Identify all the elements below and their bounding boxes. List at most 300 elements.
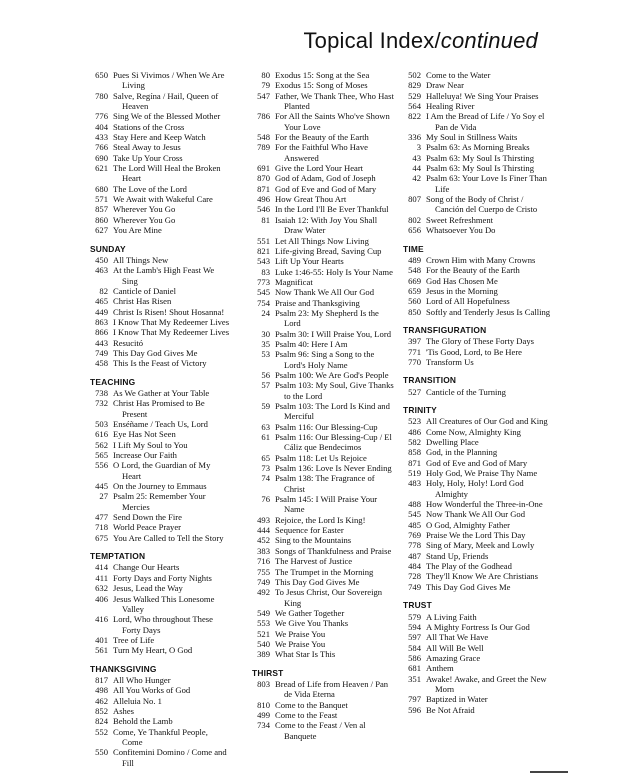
index-entry — [90, 419, 230, 429]
hymn-title: Wherever You Go — [113, 214, 176, 225]
hymn-title: You Are Called to Tell the Story — [113, 532, 224, 543]
hymn-title: For All the Saints Who've Shown Your Love — [275, 111, 390, 132]
hymn-number: 656 — [408, 225, 421, 236]
hymn-title: What Star Is This — [275, 649, 336, 660]
hymn-number: 414 — [95, 562, 108, 573]
index-entry — [403, 612, 551, 622]
hymn-number: 749 — [95, 347, 108, 358]
hymn-number: 621 — [95, 163, 108, 174]
index-entry — [90, 348, 230, 358]
hymn-number: 817 — [95, 674, 108, 685]
hymn-title: Rejoice, the Lord Is King! — [275, 514, 366, 525]
index-entry — [403, 101, 551, 111]
hymn-title: Psalm 118: Let Us Rejoice — [275, 452, 367, 463]
hymn-title: Anthem — [426, 663, 454, 674]
hymn-title: Increase Our Faith — [113, 450, 177, 461]
hymn-number: 755 — [257, 566, 270, 577]
hymn-title: The Trumpet in the Morning — [275, 566, 374, 577]
hymn-number: 548 — [408, 265, 421, 276]
hymn-number: 732 — [95, 398, 108, 409]
index-entry — [403, 447, 551, 457]
hymn-number: 822 — [408, 111, 421, 122]
hymn-title: As We Gather at Your Table — [113, 387, 210, 398]
hymn-number: 749 — [408, 581, 421, 592]
index-entry — [90, 398, 230, 419]
hymn-title: Jesus, Lead the Way — [113, 583, 183, 594]
hymn-number: 80 — [261, 70, 270, 80]
index-entry — [403, 622, 551, 632]
index-entry — [403, 416, 551, 426]
hymn-title: Awake! Awake, and Greet the New Morn — [426, 673, 547, 694]
hymn-title: How Great Thou Art — [275, 194, 347, 205]
hymn-title: The Glory of These Forty Days — [426, 336, 534, 347]
hymn-number: 627 — [95, 225, 108, 236]
hymn-number: 571 — [95, 194, 108, 205]
hymn-title: On the Journey to Emmaus — [113, 481, 207, 492]
index-column-3 — [403, 70, 551, 715]
hymn-number: 616 — [95, 429, 108, 440]
index-entry — [403, 255, 551, 265]
hymn-number: 496 — [257, 194, 270, 205]
hymn-number: 821 — [257, 245, 270, 256]
hymn-number: 499 — [257, 709, 270, 720]
index-entry — [252, 267, 394, 277]
hymn-title: For the Beauty of the Earth — [426, 265, 520, 276]
hymn-number: 529 — [408, 90, 421, 101]
hymn-number: 769 — [408, 530, 421, 541]
hymn-title: Isaiah 12: With Joy You Shall Draw Water — [275, 214, 378, 236]
index-entry — [403, 674, 551, 695]
hymn-title: I Lift My Soul to You — [113, 439, 188, 450]
index-entry — [403, 663, 551, 673]
hymn-title: For the Faithful Who Have Answered — [275, 142, 368, 163]
index-entry — [90, 317, 230, 327]
hymn-title: We Await with Wakeful Care — [113, 194, 213, 205]
hymn-title: Let All Things Now Living — [275, 235, 369, 246]
index-entry — [403, 478, 551, 499]
hymn-number: 807 — [408, 194, 421, 205]
index-entry — [90, 122, 230, 132]
hymn-number: 521 — [257, 628, 270, 639]
index-entry — [252, 546, 394, 556]
topic-heading: TRANSFIGURATION — [403, 324, 487, 335]
index-entry — [90, 163, 230, 184]
hymn-number: 650 — [95, 70, 108, 80]
index-entry — [403, 276, 551, 286]
index-entry — [252, 380, 394, 401]
hymn-title: Halleluya! We Sing Your Praises — [426, 90, 539, 101]
hymn-title: The Love of the Lord — [113, 183, 187, 194]
index-entry — [252, 215, 394, 236]
hymn-title: Lift Up Your Hearts — [275, 256, 344, 267]
hymn-title: Psalm 136: Love Is Never Ending — [275, 463, 392, 474]
index-entry — [252, 515, 394, 525]
hymn-title: God, in the Planning — [426, 447, 498, 458]
hymn-number: 449 — [95, 306, 108, 317]
index-entry — [90, 429, 230, 439]
hymn-number: 870 — [257, 173, 270, 184]
index-entry — [90, 307, 230, 317]
hymn-number: 852 — [95, 705, 108, 716]
hymn-title: Ashes — [113, 705, 135, 716]
hymn-title: Behold the Lamb — [113, 716, 173, 727]
hymn-title: Pues Si Vivimos / When We Are Living — [113, 70, 225, 91]
index-entry — [252, 608, 394, 618]
hymn-number: 76 — [261, 494, 270, 505]
hymn-number: 632 — [95, 583, 108, 594]
topic-heading: TEMPTATION — [90, 551, 146, 562]
hymn-number: 776 — [95, 111, 108, 122]
hymn-title: My Soul in Stillness Waits — [426, 132, 518, 143]
index-entry — [252, 463, 394, 473]
hymn-title: Psalm 63: My Soul Is Thirsting — [426, 163, 534, 174]
index-entry — [252, 649, 394, 659]
hymn-number: 56 — [261, 369, 270, 380]
hymn-title: For the Beauty of the Earth — [275, 132, 369, 143]
hymn-number: 734 — [257, 720, 270, 731]
hymn-title: Confitemini Domino / Come and Fill — [113, 747, 227, 768]
hymn-number: 659 — [408, 285, 421, 296]
topic-heading: THIRST — [252, 667, 284, 678]
hymn-number: 383 — [257, 545, 270, 556]
index-entry — [252, 246, 394, 256]
hymn-title: Father, We Thank Thee, Who Hast Planted — [275, 90, 394, 112]
index-entry — [90, 204, 230, 214]
hymn-number: 718 — [95, 522, 108, 533]
hymn-number: 680 — [95, 183, 108, 194]
index-entry — [252, 70, 394, 80]
hymn-number: 43 — [412, 152, 421, 163]
hymn-title: This Day God Gives Me — [113, 347, 198, 358]
topic-heading: TRINITY — [403, 404, 437, 415]
hymn-number: 582 — [408, 437, 421, 447]
hymn-title: The Lord Will Heal the Broken Heart — [113, 163, 221, 184]
hymn-title: Christ Has Risen — [113, 296, 172, 307]
index-entry — [403, 653, 551, 663]
topic-heading: TEACHING — [90, 376, 136, 387]
index-entry — [403, 142, 551, 152]
hymn-title: Psalm 30: I Will Praise You, Lord — [275, 328, 391, 339]
hymn-number: 871 — [257, 183, 270, 194]
hymn-title: Christ Is Risen! Shout Hosanna! — [113, 306, 225, 317]
hymn-title: A Mighty Fortress Is Our God — [426, 621, 530, 632]
index-entry — [252, 111, 394, 132]
hymn-number: 401 — [95, 634, 108, 645]
hymn-title: This Is the Feast of Victory — [113, 358, 207, 369]
hymn-number: 871 — [408, 457, 421, 468]
hymn-number: 450 — [95, 254, 108, 265]
hymn-title: Enséñame / Teach Us, Lord — [113, 419, 208, 429]
index-entry — [90, 184, 230, 194]
index-entry — [90, 296, 230, 306]
hymn-title: 'Tis Good, Lord, to Be Here — [426, 346, 522, 357]
hymn-title: Holy God, We Praise Thy Name — [426, 468, 538, 479]
hymn-title: All Creatures of Our God and King — [426, 416, 548, 427]
hymn-title: Songs of Thankfulness and Praise — [275, 545, 392, 556]
index-entry — [403, 694, 551, 704]
index-column-2 — [252, 70, 394, 741]
hymn-number: 770 — [408, 356, 421, 367]
index-entry — [403, 111, 551, 132]
hymn-title: Sequence for Easter — [275, 525, 344, 536]
index-entry — [90, 491, 230, 512]
index-entry — [90, 645, 230, 655]
hymn-title: Change Our Hearts — [113, 562, 180, 573]
index-entry — [252, 370, 394, 380]
index-entry — [252, 349, 394, 370]
hymn-number: 547 — [257, 90, 270, 101]
hymn-title: Be Not Afraid — [426, 704, 475, 715]
hymn-title: Life-giving Bread, Saving Cup — [275, 245, 382, 256]
hymn-number: 546 — [257, 204, 270, 215]
hymn-title: Canticle of the Turning — [426, 386, 506, 397]
hymn-number: 824 — [95, 716, 108, 727]
index-entry — [90, 153, 230, 163]
hymn-title: Psalm 25: Remember Your Mercies — [113, 491, 206, 512]
hymn-title: All Will Be Well — [426, 642, 484, 653]
index-entry — [252, 587, 394, 608]
hymn-title: Bread of Life from Heaven / Pan de Vida Eterna — [275, 678, 389, 700]
hymn-number: 74 — [261, 473, 270, 484]
hymn-number: 489 — [408, 254, 421, 265]
hymn-number: 738 — [95, 387, 108, 398]
index-entry — [403, 163, 551, 173]
index-entry — [90, 533, 230, 543]
hymn-number: 81 — [261, 214, 270, 225]
index-entry — [90, 685, 230, 695]
index-entry — [90, 194, 230, 204]
hymn-number: 749 — [257, 576, 270, 587]
hymn-title: Amazing Grace — [426, 652, 481, 663]
index-entry — [403, 571, 551, 581]
hymn-number: 493 — [257, 514, 270, 525]
hymn-title: Luke 1:46-55: Holy Is Your Name — [275, 266, 393, 277]
hymn-number: 351 — [408, 673, 421, 684]
hymn-title: We Give You Thanks — [275, 618, 349, 629]
hymn-number: 803 — [257, 678, 270, 689]
hymn-number: 519 — [408, 468, 421, 479]
hymn-number: 716 — [257, 556, 270, 567]
index-entry — [403, 70, 551, 80]
index-entry — [252, 535, 394, 545]
index-entry — [90, 132, 230, 142]
index-entry — [252, 308, 394, 329]
hymn-title: We Gather Together — [275, 607, 345, 618]
hymn-title: Come to the Water — [426, 70, 491, 80]
index-entry — [403, 437, 551, 447]
hymn-title: All Who Hunger — [113, 674, 171, 685]
index-entry — [252, 720, 394, 741]
index-entry — [90, 562, 230, 572]
index-entry — [90, 716, 230, 726]
hymn-title: Now Thank We All Our God — [426, 509, 526, 520]
hymn-title: Psalm 63: Your Love Is Finer Than Life — [426, 173, 547, 194]
hymn-title: Sing We of the Blessed Mother — [113, 111, 221, 122]
index-entry — [252, 629, 394, 639]
hymn-number: 675 — [95, 532, 108, 543]
index-entry — [90, 225, 230, 235]
index-entry — [403, 296, 551, 306]
index-entry — [403, 194, 551, 215]
hymn-number: 462 — [95, 695, 108, 706]
hymn-number: 83 — [261, 266, 270, 277]
index-entry — [403, 286, 551, 296]
hymn-title: Lord, Who throughout These Forty Days — [113, 614, 213, 635]
index-entry — [403, 153, 551, 163]
hymn-number: 773 — [257, 276, 270, 287]
hymn-number: 30 — [261, 328, 270, 339]
hymn-title: God of Eve and God of Mary — [275, 183, 377, 194]
hymn-number: 810 — [257, 699, 270, 710]
index-entry — [252, 422, 394, 432]
index-entry — [403, 705, 551, 715]
index-entry — [252, 80, 394, 90]
hymn-number: 860 — [95, 214, 108, 225]
hymn-number: 556 — [95, 460, 108, 471]
index-entry — [90, 614, 230, 635]
hymn-number: 53 — [261, 349, 270, 360]
hymn-number: 416 — [95, 614, 108, 625]
hymn-number: 3 — [416, 142, 421, 153]
hymn-title: Give the Lord Your Heart — [275, 163, 364, 174]
index-entry — [90, 111, 230, 121]
hymn-title: Psalm 40: Here I Am — [275, 338, 348, 349]
index-entry — [252, 329, 394, 339]
hymn-title: Psalm 138: The Fragrance of Christ — [275, 473, 375, 494]
hymn-number: 484 — [408, 561, 421, 572]
index-entry — [252, 639, 394, 649]
index-entry — [403, 173, 551, 194]
index-entry — [90, 522, 230, 532]
index-entry — [403, 582, 551, 592]
index-entry — [252, 473, 394, 494]
hymn-number: 433 — [95, 132, 108, 143]
index-entry — [403, 91, 551, 101]
hymn-title: Psalm 63: My Soul Is Thirsting — [426, 152, 534, 163]
index-entry — [252, 132, 394, 142]
hymn-number: 445 — [95, 481, 108, 492]
hymn-number: 336 — [408, 132, 421, 143]
hymn-number: 57 — [261, 380, 270, 391]
hymn-number: 452 — [257, 535, 270, 546]
hymn-number: 35 — [261, 338, 270, 349]
hymn-title: Now Thank We All Our God — [275, 287, 375, 298]
hymn-number: 550 — [95, 747, 108, 758]
page-corner-rule — [530, 771, 568, 773]
index-entry — [90, 635, 230, 645]
hymn-title: Jesus in the Morning — [426, 285, 498, 296]
hymn-title: Crown Him with Many Crowns — [426, 254, 536, 265]
hymn-number: 411 — [95, 572, 108, 583]
hymn-number: 594 — [408, 621, 421, 632]
hymn-number: 73 — [261, 463, 270, 474]
hymn-title: Stations of the Cross — [113, 121, 185, 132]
hymn-number: 584 — [408, 642, 421, 653]
hymn-number: 778 — [408, 540, 421, 551]
index-entry — [90, 70, 230, 91]
index-entry — [90, 594, 230, 615]
hymn-number: 786 — [257, 111, 270, 122]
hymn-title: Salve, Regína / Hail, Queen of Heaven — [113, 90, 219, 112]
index-entry — [252, 453, 394, 463]
hymn-title: Psalm 96: Sing a Song to the Lord's Holy Name — [275, 349, 375, 370]
index-entry — [403, 520, 551, 530]
hymn-title: O Lord, the Guardian of My Heart — [113, 460, 211, 481]
hymn-number: 458 — [95, 358, 108, 369]
hymn-number: 562 — [95, 439, 108, 450]
index-entry — [403, 530, 551, 540]
index-entry — [90, 142, 230, 152]
index-entry — [403, 561, 551, 571]
index-entry — [403, 540, 551, 550]
hymn-number: 42 — [412, 173, 421, 184]
index-entry — [403, 347, 551, 357]
hymn-title: Psalm 63: As Morning Breaks — [426, 142, 530, 153]
hymn-title: They'll Know We Are Christians — [426, 571, 538, 582]
hymn-number: 498 — [95, 685, 108, 696]
index-entry — [90, 255, 230, 265]
index-entry — [403, 499, 551, 509]
index-entry — [90, 512, 230, 522]
hymn-number: 27 — [99, 491, 108, 502]
hymn-number: 802 — [408, 214, 421, 225]
hymn-number: 553 — [257, 618, 270, 629]
index-entry — [252, 618, 394, 628]
index-entry — [252, 556, 394, 566]
index-entry — [90, 706, 230, 716]
index-entry — [90, 286, 230, 296]
hymn-number: 503 — [95, 419, 108, 429]
hymn-number: 561 — [95, 645, 108, 656]
index-entry — [403, 80, 551, 90]
hymn-title: Take Up Your Cross — [113, 152, 183, 163]
hymn-number: 866 — [95, 327, 108, 338]
index-entry — [403, 509, 551, 519]
hymn-title: Whatsoever You Do — [426, 225, 496, 236]
hymn-title: We Praise You — [275, 638, 326, 649]
hymn-number: 483 — [408, 478, 421, 489]
hymn-number: 548 — [257, 132, 270, 143]
hymn-title: Holy, Holy, Holy! Lord God Almighty — [426, 478, 524, 499]
index-entry — [252, 204, 394, 214]
hymn-title: Sing to the Mountains — [275, 535, 352, 546]
index-entry — [252, 184, 394, 194]
hymn-title: God Has Chosen Me — [426, 275, 498, 286]
index-entry — [403, 265, 551, 275]
hymn-number: 79 — [261, 80, 270, 91]
hymn-title: I Know That My Redeemer Lives — [113, 316, 230, 327]
index-entry — [403, 458, 551, 468]
index-entry — [90, 696, 230, 706]
hymn-title: Psalm 145: I Will Praise Your Name — [275, 494, 378, 515]
hymn-number: 551 — [257, 235, 270, 246]
hymn-number: 829 — [408, 80, 421, 91]
topic-heading: TRUST — [403, 600, 432, 611]
index-entry — [403, 357, 551, 367]
index-column-1 — [90, 70, 230, 768]
hymn-title: Eye Has Not Seen — [113, 429, 176, 440]
hymn-title: God of Eve and God of Mary — [426, 457, 528, 468]
hymn-title: Psalm 103: My Soul, Give Thanks to the Lord — [275, 380, 394, 401]
index-entry — [403, 307, 551, 317]
hymn-number: 492 — [257, 587, 270, 598]
index-entry — [90, 440, 230, 450]
hymn-number: 397 — [408, 336, 421, 347]
hymn-title: O God, Almighty Father — [426, 519, 511, 530]
hymn-number: 858 — [408, 447, 421, 458]
topic-heading: TRANSITION — [403, 375, 457, 386]
index-entry — [252, 91, 394, 112]
